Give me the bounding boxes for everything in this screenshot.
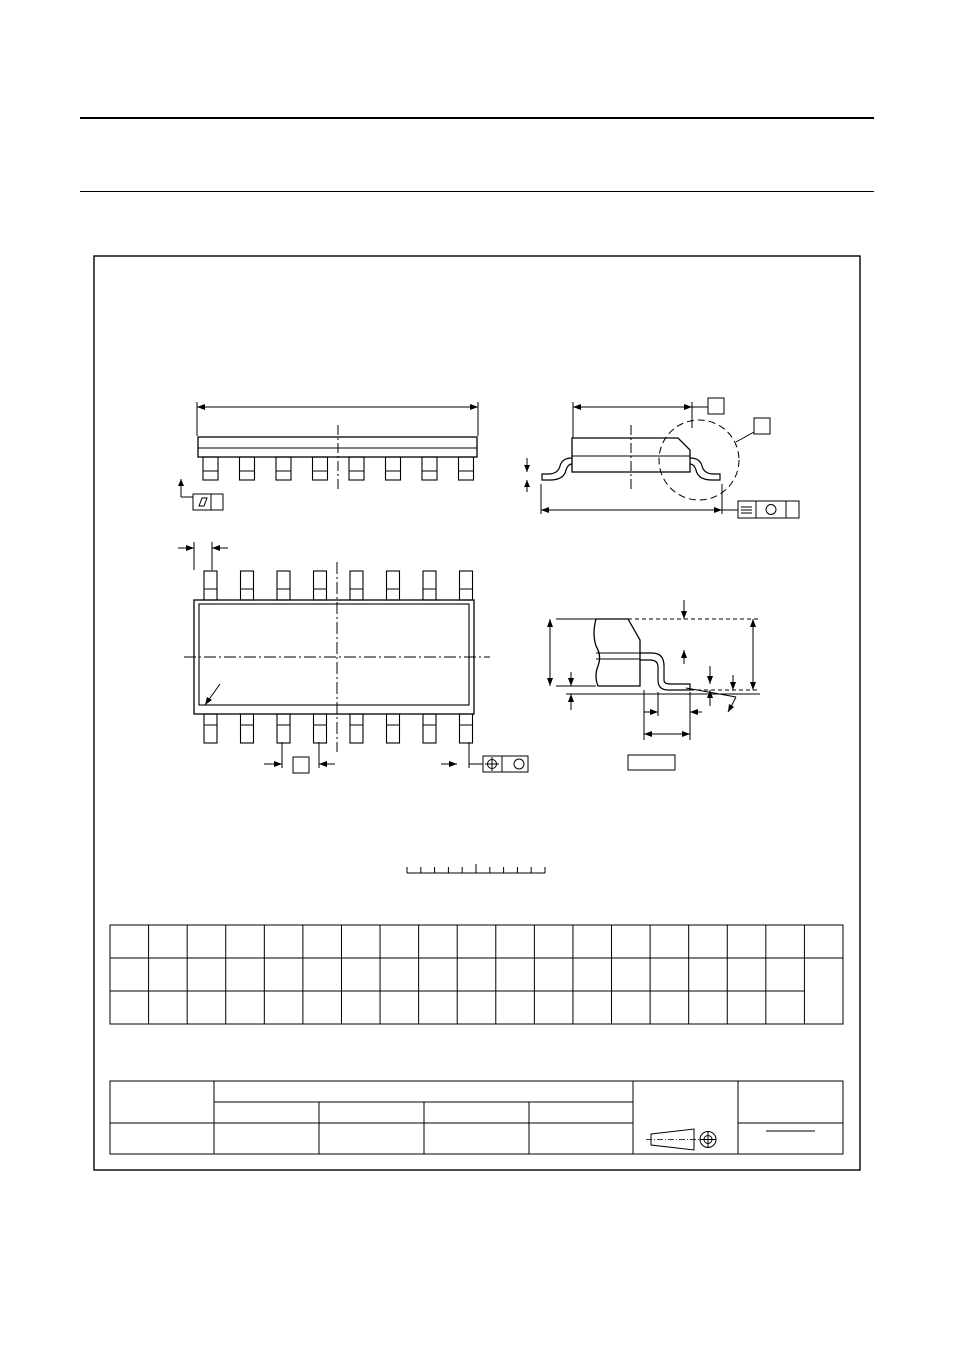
top-view-pin [459,457,474,480]
footprint-pin [460,571,473,600]
footprint-pin [277,571,290,600]
scale-bar-icon [407,864,545,873]
footprint-pin [277,714,290,743]
datum-box-icon [708,398,724,414]
top-view-pin [240,457,255,480]
drawing-frame [94,256,860,1170]
top-view-pin [203,457,218,480]
footprint-pin [350,714,363,743]
footprint-pin [423,571,436,600]
top-view-pin [422,457,437,480]
bottom-view [178,542,528,773]
footprint-pin [241,714,254,743]
top-view [178,402,478,510]
footprint-pin [387,571,400,600]
projection-symbol-icon [646,1129,716,1150]
footprint-pin [423,714,436,743]
top-view-pin [276,457,291,480]
footprint-pin [387,714,400,743]
footprint-pin [350,571,363,600]
outline-version-table [110,1081,843,1154]
footprint-pin [241,571,254,600]
detail-label-box-icon [754,418,770,434]
top-view-pin [386,457,401,480]
footprint-pin [204,571,217,600]
top-view-pin [313,457,328,480]
footprint-pin [460,714,473,743]
top-view-pin [349,457,364,480]
datum-box-icon [293,757,309,773]
footprint-pin [204,714,217,743]
dimensions-table [110,925,843,1024]
detail-title-box [628,755,675,770]
side-view [524,398,799,518]
lead-detail [547,600,760,770]
flatness-frame-icon [193,494,223,510]
footprint-pin [314,571,327,600]
footprint-pin [314,714,327,743]
